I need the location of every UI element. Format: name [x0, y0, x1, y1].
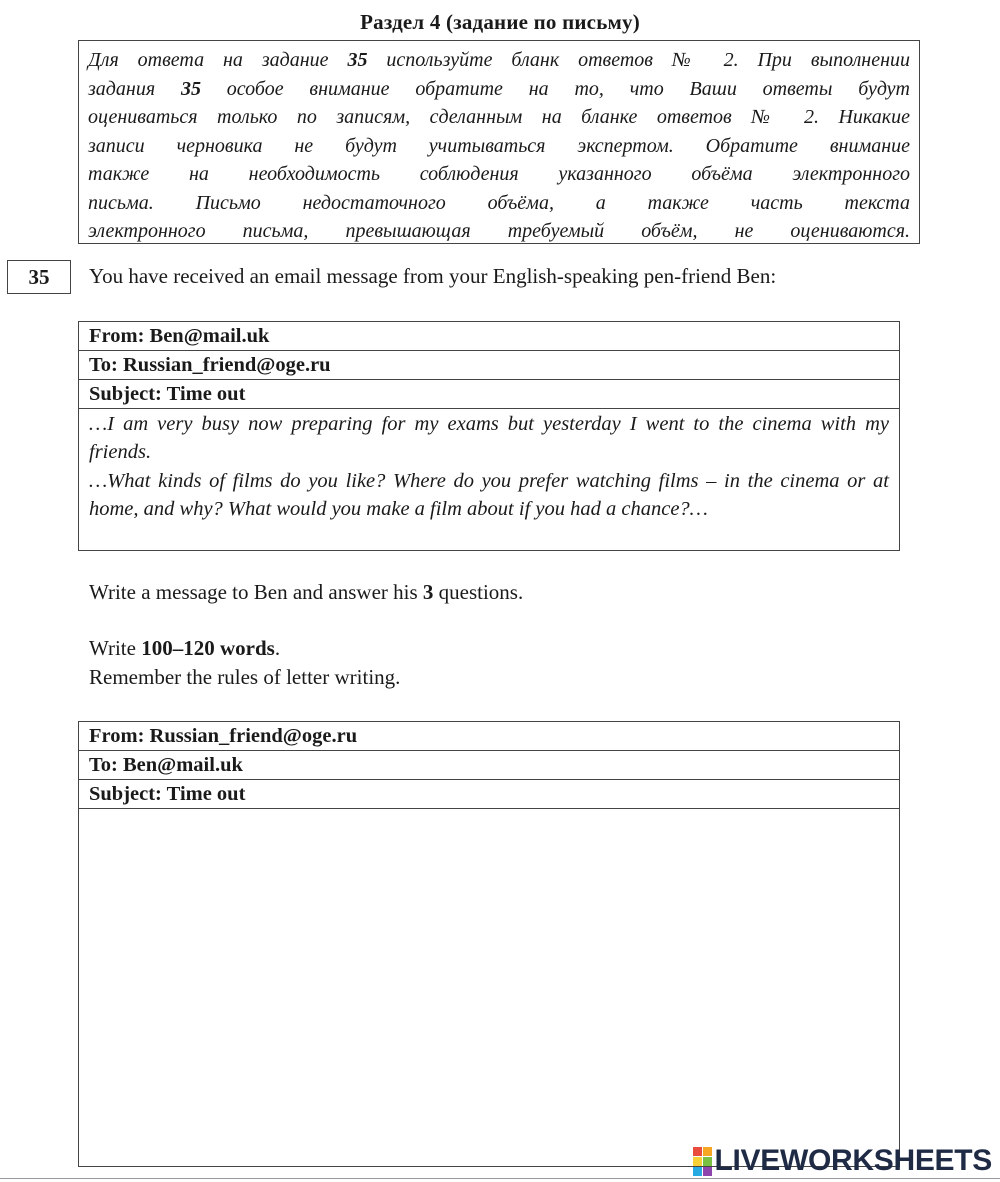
task-number: 35	[7, 260, 71, 294]
logo-square	[693, 1147, 702, 1156]
logo-square	[693, 1167, 702, 1176]
section-title: Раздел 4 (задание по письму)	[360, 10, 640, 34]
instructions-line: письма. Письмо недостаточного объёма, а также часть текста	[88, 191, 910, 214]
incoming-paragraph-2: …What kinds of films do you like? Where do you prefer watching films – in the cinema or at home, and why? What would you make a film about if you had a chance?…	[89, 469, 889, 520]
outgoing-email	[78, 721, 900, 1167]
outgoing-from: From: Russian_friend@oge.ru	[79, 722, 899, 751]
logo-square	[693, 1157, 702, 1166]
task-instruction-rules: Remember the rules of letter writing.	[89, 665, 401, 689]
task-instruction-questions: Write a message to Ben and answer his 3 questions.	[89, 580, 524, 604]
task-intro: You have received an email message from your English-speaking pen-friend Ben:	[89, 264, 777, 288]
instructions-line: задания 35 особое внимание обратите на то, что Ваши ответы будут	[88, 77, 910, 100]
liveworksheets-logo-icon	[693, 1147, 712, 1176]
instructions-line: записи черновика не будут учитываться экспертом. Обратите внимание	[88, 134, 910, 157]
page-bottom-line	[0, 1178, 1000, 1179]
instructions-line: Для ответа на задание 35 используйте бланк ответов № 2. При выполнении	[88, 49, 911, 71]
incoming-from: From: Ben@mail.uk	[79, 322, 899, 351]
outgoing-to: To: Ben@mail.uk	[79, 751, 899, 780]
liveworksheets-text: LIVEWORKSHEETS	[714, 1144, 992, 1177]
incoming-body	[79, 409, 899, 523]
liveworksheets-watermark[interactable]	[693, 1146, 993, 1176]
logo-square	[703, 1157, 712, 1166]
outgoing-subject: Subject: Time out	[79, 780, 899, 809]
task-instruction-words: Write 100–120 words.	[89, 636, 281, 660]
incoming-subject: Subject: Time out	[79, 380, 899, 409]
instructions-box	[78, 40, 920, 244]
answer-textarea[interactable]	[79, 809, 899, 1159]
instructions-line: оцениваться только по записям, сделанным на бланке ответов № 2. Никакие	[88, 106, 910, 128]
logo-square	[703, 1147, 712, 1156]
logo-square	[703, 1167, 712, 1176]
instructions-line: также на необходимость соблюдения указанного объёма электронного	[88, 163, 910, 185]
incoming-email	[78, 321, 900, 551]
incoming-to: To: Russian_friend@oge.ru	[79, 351, 899, 380]
incoming-paragraph-1: …I am very busy now preparing for my exams but yesterday I went to the cinema with my friends.	[89, 413, 889, 464]
instructions-line: электронного письма, превышающая требуемый объём, не оцениваются.	[88, 220, 910, 242]
